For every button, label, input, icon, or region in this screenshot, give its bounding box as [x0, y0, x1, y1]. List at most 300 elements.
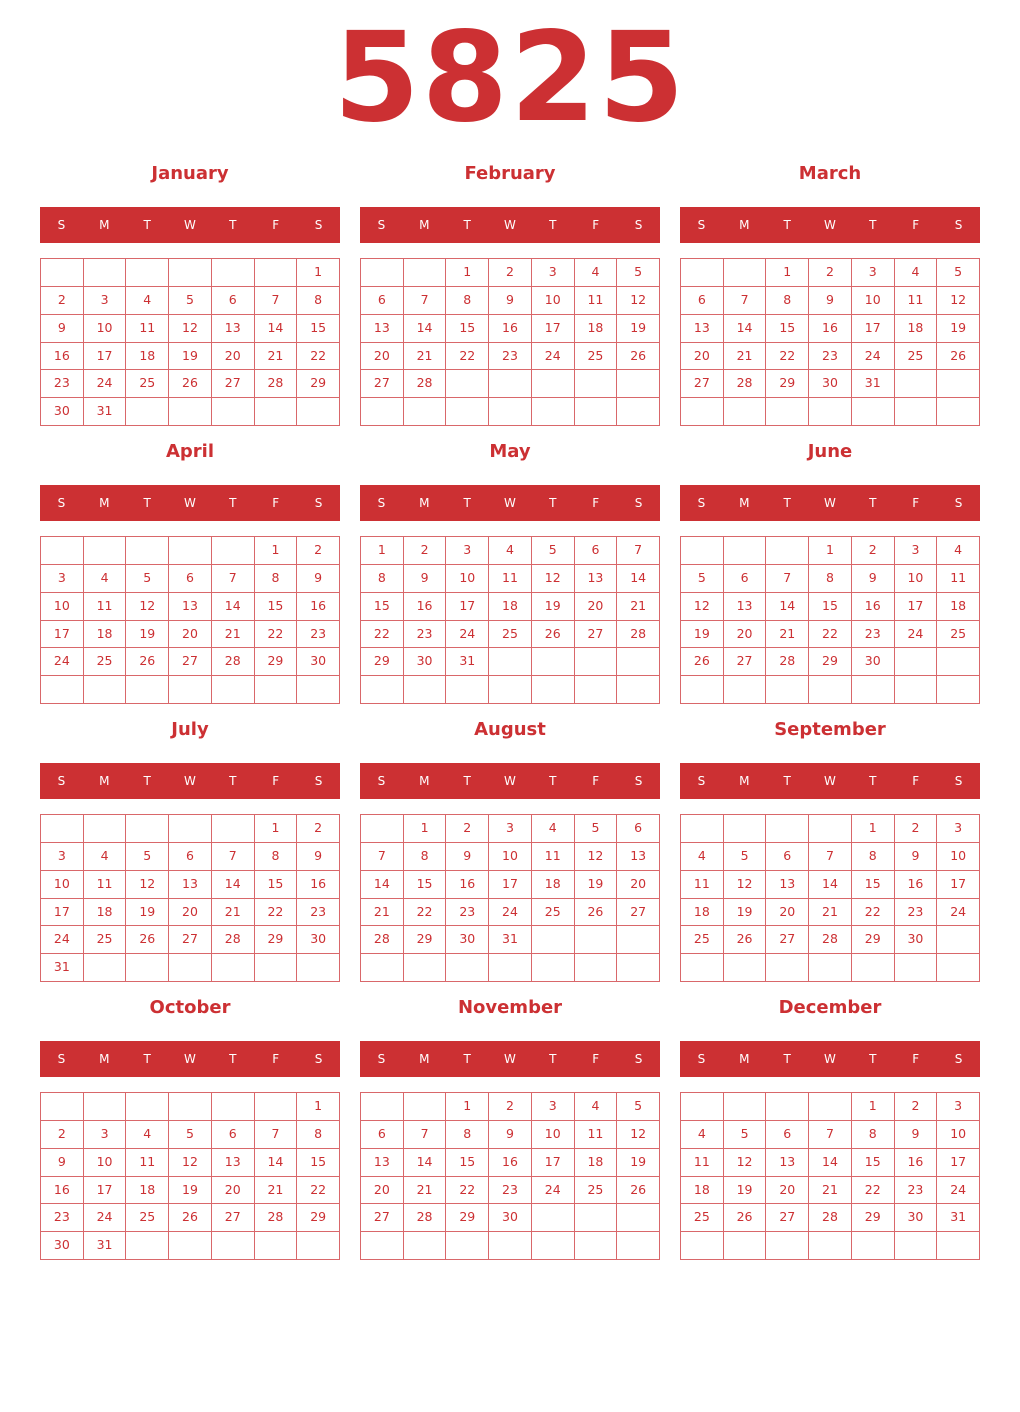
day-cell: [126, 676, 169, 704]
day-cell: [255, 1093, 298, 1121]
weekday-label: S: [954, 218, 963, 232]
day-cell: [575, 398, 618, 426]
day-cell: 4: [575, 1093, 618, 1121]
day-cell: 22: [446, 1177, 489, 1205]
weekday-label: F: [272, 218, 280, 232]
day-cell: [212, 259, 255, 287]
weekday-label: T: [229, 218, 237, 232]
day-cell: [575, 926, 618, 954]
day-cell: [169, 815, 212, 843]
day-cell: 7: [212, 565, 255, 593]
day-grid: [40, 536, 340, 704]
day-cell: 12: [617, 287, 660, 315]
day-cell: 23: [41, 370, 84, 398]
day-cell: [681, 1093, 724, 1121]
day-cell: 14: [255, 1149, 298, 1177]
weekday-label: S: [697, 496, 706, 510]
day-cell: 11: [681, 1149, 724, 1177]
day-cell: 25: [84, 926, 127, 954]
day-cell: [724, 398, 767, 426]
day-cell: 24: [84, 370, 127, 398]
day-cell: [532, 370, 575, 398]
weekday-label: S: [954, 1052, 963, 1066]
weekday-label: S: [697, 218, 706, 232]
day-cell: [255, 1232, 298, 1260]
day-cell: 2: [489, 1093, 532, 1121]
day-cell: 16: [895, 1149, 938, 1177]
day-cell: 22: [809, 621, 852, 649]
day-cell: 15: [809, 593, 852, 621]
day-cell: [937, 648, 980, 676]
weekday-label: W: [184, 1052, 196, 1066]
day-cell: 16: [297, 593, 340, 621]
day-cell: [809, 398, 852, 426]
day-cell: 3: [41, 843, 84, 871]
day-cell: 23: [489, 1177, 532, 1205]
month-march: [680, 155, 980, 423]
day-cell: 15: [297, 315, 340, 343]
day-cell: 29: [809, 648, 852, 676]
month-september: [680, 711, 980, 979]
day-cell: 2: [297, 815, 340, 843]
day-cell: 5: [617, 1093, 660, 1121]
weekday-label: S: [57, 218, 66, 232]
day-cell: 6: [361, 287, 404, 315]
day-cell: 10: [446, 565, 489, 593]
day-cell: 24: [41, 648, 84, 676]
day-cell: 19: [169, 343, 212, 371]
day-cell: 21: [404, 1177, 447, 1205]
day-cell: [895, 954, 938, 982]
day-cell: [937, 954, 980, 982]
day-cell: 11: [126, 1149, 169, 1177]
day-cell: [532, 1204, 575, 1232]
day-cell: 10: [532, 1121, 575, 1149]
day-grid: [680, 814, 980, 982]
weekday-label: M: [739, 496, 750, 510]
day-cell: 12: [169, 315, 212, 343]
day-cell: 21: [724, 343, 767, 371]
day-cell: [766, 676, 809, 704]
day-cell: 15: [255, 871, 298, 899]
day-cell: 19: [532, 593, 575, 621]
month-november: [360, 989, 660, 1257]
weekday-label: F: [592, 218, 600, 232]
day-cell: 1: [297, 259, 340, 287]
day-cell: [532, 648, 575, 676]
day-cell: 26: [937, 343, 980, 371]
day-cell: 7: [255, 287, 298, 315]
day-cell: [404, 954, 447, 982]
month-name: March: [798, 163, 862, 184]
day-cell: 7: [809, 1121, 852, 1149]
day-cell: 20: [361, 1177, 404, 1205]
day-cell: 14: [255, 315, 298, 343]
day-cell: [681, 259, 724, 287]
day-cell: 20: [766, 1177, 809, 1205]
day-cell: 17: [41, 621, 84, 649]
day-cell: [361, 954, 404, 982]
month-july: [40, 711, 340, 979]
day-cell: 3: [937, 815, 980, 843]
day-cell: 31: [852, 370, 895, 398]
day-cell: 15: [446, 1149, 489, 1177]
day-cell: 3: [489, 815, 532, 843]
day-cell: 6: [212, 1121, 255, 1149]
day-cell: 30: [297, 648, 340, 676]
day-cell: [895, 676, 938, 704]
day-cell: 9: [446, 843, 489, 871]
day-cell: 10: [852, 287, 895, 315]
day-cell: 16: [446, 871, 489, 899]
day-cell: 13: [212, 1149, 255, 1177]
day-cell: 5: [681, 565, 724, 593]
day-cell: 17: [84, 1177, 127, 1205]
day-cell: 9: [489, 287, 532, 315]
day-cell: [41, 676, 84, 704]
day-cell: 23: [297, 621, 340, 649]
month-april: [40, 433, 340, 701]
day-cell: [404, 676, 447, 704]
weekday-label: W: [824, 1052, 836, 1066]
day-cell: 1: [361, 537, 404, 565]
day-cell: 26: [532, 621, 575, 649]
day-cell: 8: [446, 287, 489, 315]
day-cell: [895, 370, 938, 398]
day-cell: [724, 1232, 767, 1260]
day-cell: 18: [681, 1177, 724, 1205]
day-cell: 1: [404, 815, 447, 843]
day-cell: 29: [852, 926, 895, 954]
day-cell: 7: [255, 1121, 298, 1149]
day-cell: 30: [41, 398, 84, 426]
day-cell: 20: [212, 343, 255, 371]
day-cell: 30: [41, 1232, 84, 1260]
day-cell: 13: [617, 843, 660, 871]
day-cell: 25: [532, 899, 575, 927]
day-cell: 12: [681, 593, 724, 621]
day-cell: [212, 1232, 255, 1260]
weekday-label: F: [272, 496, 280, 510]
day-cell: 14: [724, 315, 767, 343]
day-cell: 17: [532, 1149, 575, 1177]
weekday-label: T: [783, 774, 791, 788]
day-cell: [766, 537, 809, 565]
weekday-label: W: [824, 496, 836, 510]
weekday-label: S: [697, 774, 706, 788]
day-cell: [575, 676, 618, 704]
day-cell: 13: [724, 593, 767, 621]
day-cell: 8: [297, 1121, 340, 1149]
day-cell: 20: [361, 343, 404, 371]
day-cell: [404, 1232, 447, 1260]
weekday-label: T: [463, 496, 471, 510]
day-cell: 18: [937, 593, 980, 621]
day-cell: 18: [575, 1149, 618, 1177]
weekday-label: M: [99, 218, 110, 232]
day-cell: 19: [937, 315, 980, 343]
day-cell: [84, 954, 127, 982]
day-cell: 26: [126, 926, 169, 954]
weekday-label: M: [739, 1052, 750, 1066]
day-cell: 6: [169, 843, 212, 871]
day-cell: [809, 815, 852, 843]
day-cell: 22: [297, 343, 340, 371]
weekday-label: T: [229, 496, 237, 510]
weekday-header: [680, 207, 980, 243]
day-cell: 9: [489, 1121, 532, 1149]
weekday-label: T: [549, 1052, 557, 1066]
day-cell: 9: [809, 287, 852, 315]
day-cell: [724, 954, 767, 982]
day-cell: 31: [84, 398, 127, 426]
day-cell: 17: [852, 315, 895, 343]
day-cell: 26: [681, 648, 724, 676]
day-cell: 18: [489, 593, 532, 621]
month-february: [360, 155, 660, 423]
day-cell: [681, 1232, 724, 1260]
day-cell: 10: [937, 1121, 980, 1149]
day-cell: 22: [852, 1177, 895, 1205]
day-cell: 18: [84, 621, 127, 649]
day-cell: [41, 259, 84, 287]
day-cell: [681, 954, 724, 982]
day-cell: [126, 1093, 169, 1121]
weekday-label: W: [504, 774, 516, 788]
day-cell: 10: [532, 287, 575, 315]
day-cell: 27: [724, 648, 767, 676]
day-cell: [724, 259, 767, 287]
day-grid: [40, 814, 340, 982]
weekday-label: M: [99, 1052, 110, 1066]
day-cell: 20: [724, 621, 767, 649]
day-cell: [489, 370, 532, 398]
day-cell: 10: [937, 843, 980, 871]
day-cell: 24: [937, 1177, 980, 1205]
weekday-label: S: [377, 1052, 386, 1066]
day-cell: 24: [532, 1177, 575, 1205]
day-cell: 26: [724, 926, 767, 954]
day-cell: [617, 1232, 660, 1260]
day-cell: 23: [895, 899, 938, 927]
day-cell: [297, 954, 340, 982]
day-cell: 9: [41, 315, 84, 343]
day-cell: 15: [766, 315, 809, 343]
day-cell: 10: [489, 843, 532, 871]
day-cell: 6: [617, 815, 660, 843]
day-cell: 7: [404, 1121, 447, 1149]
day-cell: 8: [766, 287, 809, 315]
weekday-label: F: [272, 1052, 280, 1066]
day-cell: 16: [489, 315, 532, 343]
day-cell: 17: [895, 593, 938, 621]
day-cell: [212, 398, 255, 426]
day-cell: 17: [41, 899, 84, 927]
day-cell: 13: [169, 871, 212, 899]
month-name: April: [165, 441, 215, 462]
day-cell: 6: [212, 287, 255, 315]
day-cell: 8: [255, 565, 298, 593]
day-cell: 6: [681, 287, 724, 315]
day-cell: [169, 537, 212, 565]
weekday-header: [360, 1041, 660, 1077]
day-cell: [532, 676, 575, 704]
day-grid: [360, 258, 660, 426]
day-cell: 3: [532, 1093, 575, 1121]
day-cell: 13: [766, 1149, 809, 1177]
day-cell: [532, 1232, 575, 1260]
day-cell: 8: [446, 1121, 489, 1149]
day-cell: [41, 815, 84, 843]
day-cell: [575, 1232, 618, 1260]
day-cell: 30: [852, 648, 895, 676]
weekday-header: [40, 1041, 340, 1077]
day-cell: [169, 1093, 212, 1121]
weekday-header: [680, 763, 980, 799]
day-cell: 22: [361, 621, 404, 649]
day-cell: 23: [404, 621, 447, 649]
weekday-label: W: [184, 774, 196, 788]
day-cell: 14: [766, 593, 809, 621]
day-cell: 28: [255, 1204, 298, 1232]
day-cell: [126, 815, 169, 843]
day-cell: 11: [84, 871, 127, 899]
day-cell: [212, 1093, 255, 1121]
day-cell: 31: [937, 1204, 980, 1232]
day-cell: 8: [852, 843, 895, 871]
month-october: [40, 989, 340, 1257]
month-name: November: [457, 997, 563, 1018]
day-cell: 25: [575, 343, 618, 371]
day-cell: 27: [766, 926, 809, 954]
day-cell: 26: [169, 1204, 212, 1232]
day-cell: 14: [212, 871, 255, 899]
day-cell: [617, 676, 660, 704]
day-cell: 16: [489, 1149, 532, 1177]
day-cell: [446, 676, 489, 704]
day-cell: 24: [84, 1204, 127, 1232]
day-cell: 9: [895, 843, 938, 871]
day-cell: 25: [126, 370, 169, 398]
day-cell: [681, 676, 724, 704]
day-cell: [895, 398, 938, 426]
day-cell: 28: [255, 370, 298, 398]
weekday-label: W: [504, 1052, 516, 1066]
day-cell: [724, 815, 767, 843]
day-cell: 19: [126, 899, 169, 927]
day-cell: 14: [809, 1149, 852, 1177]
day-cell: 10: [84, 315, 127, 343]
day-cell: 5: [169, 287, 212, 315]
day-cell: 25: [681, 1204, 724, 1232]
day-cell: 10: [41, 593, 84, 621]
day-cell: 3: [84, 1121, 127, 1149]
weekday-label: S: [377, 496, 386, 510]
day-cell: 9: [41, 1149, 84, 1177]
day-cell: 5: [937, 259, 980, 287]
day-cell: 21: [809, 1177, 852, 1205]
day-cell: 5: [126, 565, 169, 593]
day-cell: [575, 648, 618, 676]
day-cell: 24: [489, 899, 532, 927]
weekday-label: S: [314, 774, 323, 788]
day-cell: [404, 398, 447, 426]
day-cell: 20: [169, 621, 212, 649]
month-january: [40, 155, 340, 423]
day-cell: 27: [766, 1204, 809, 1232]
day-cell: 6: [724, 565, 767, 593]
day-cell: 11: [681, 871, 724, 899]
day-cell: [937, 1232, 980, 1260]
day-cell: [681, 815, 724, 843]
day-cell: 14: [212, 593, 255, 621]
day-cell: [84, 537, 127, 565]
day-cell: [766, 1232, 809, 1260]
day-cell: 7: [724, 287, 767, 315]
day-cell: 31: [446, 648, 489, 676]
day-cell: 3: [937, 1093, 980, 1121]
weekday-label: F: [592, 496, 600, 510]
day-cell: [446, 954, 489, 982]
day-cell: [297, 676, 340, 704]
day-cell: [404, 259, 447, 287]
day-cell: 24: [532, 343, 575, 371]
day-cell: [681, 537, 724, 565]
weekday-label: W: [504, 218, 516, 232]
month-name: May: [489, 441, 531, 462]
day-cell: [212, 954, 255, 982]
day-cell: 8: [297, 287, 340, 315]
day-cell: 11: [489, 565, 532, 593]
day-cell: 25: [937, 621, 980, 649]
weekday-label: F: [592, 774, 600, 788]
day-cell: 25: [126, 1204, 169, 1232]
day-cell: 13: [212, 315, 255, 343]
day-cell: [766, 954, 809, 982]
day-cell: 29: [297, 370, 340, 398]
weekday-label: S: [634, 496, 643, 510]
day-cell: 14: [809, 871, 852, 899]
day-cell: 20: [766, 899, 809, 927]
day-cell: [575, 1204, 618, 1232]
day-cell: 11: [532, 843, 575, 871]
weekday-label: S: [57, 774, 66, 788]
month-name: July: [171, 719, 209, 740]
weekday-label: M: [99, 774, 110, 788]
day-cell: 19: [575, 871, 618, 899]
day-cell: 15: [852, 1149, 895, 1177]
day-cell: [169, 1232, 212, 1260]
weekday-label: M: [419, 1052, 430, 1066]
day-cell: 19: [724, 1177, 767, 1205]
day-cell: 2: [446, 815, 489, 843]
day-cell: 8: [404, 843, 447, 871]
day-cell: [41, 1093, 84, 1121]
day-cell: 31: [84, 1232, 127, 1260]
day-cell: 21: [809, 899, 852, 927]
day-cell: 12: [126, 871, 169, 899]
day-cell: 5: [575, 815, 618, 843]
weekday-header: [40, 763, 340, 799]
weekday-label: W: [824, 218, 836, 232]
day-cell: [255, 259, 298, 287]
day-cell: 1: [446, 1093, 489, 1121]
day-cell: 21: [766, 621, 809, 649]
day-cell: 25: [895, 343, 938, 371]
day-cell: 11: [575, 287, 618, 315]
day-cell: [84, 676, 127, 704]
day-cell: 29: [852, 1204, 895, 1232]
